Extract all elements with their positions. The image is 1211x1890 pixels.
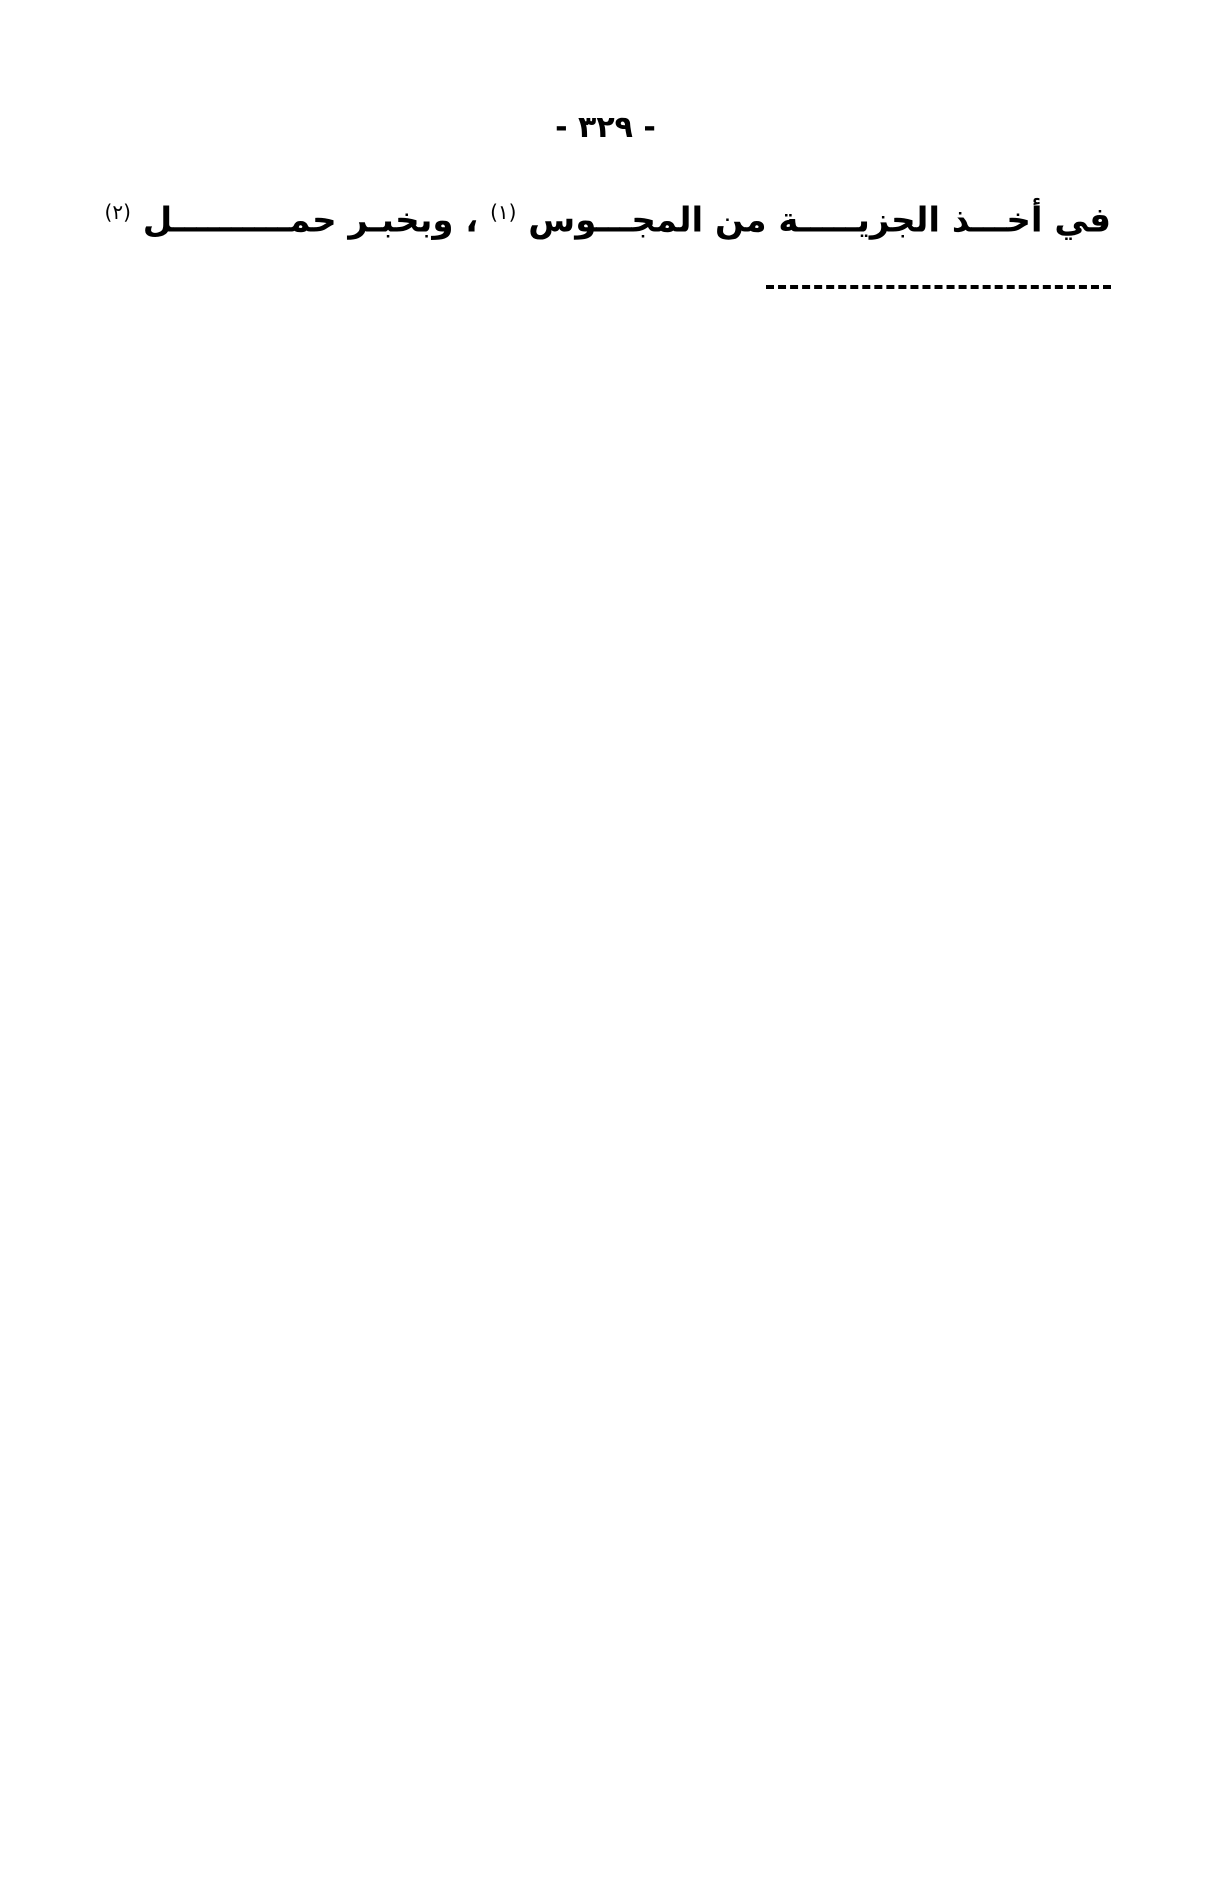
title-rule	[766, 285, 1111, 289]
title-part-2: ، وبخبـر حمــــــــــل	[142, 200, 479, 241]
footnote-ref-1: (١)	[490, 200, 517, 224]
page-number: - ٣٢٩ -	[555, 110, 656, 145]
footnote-ref-2: (٢)	[104, 200, 131, 224]
chapter-title	[105, 200, 1112, 240]
title-part-1: في أخـــذ الجزيـــــة من المجـــوس	[528, 200, 1111, 241]
